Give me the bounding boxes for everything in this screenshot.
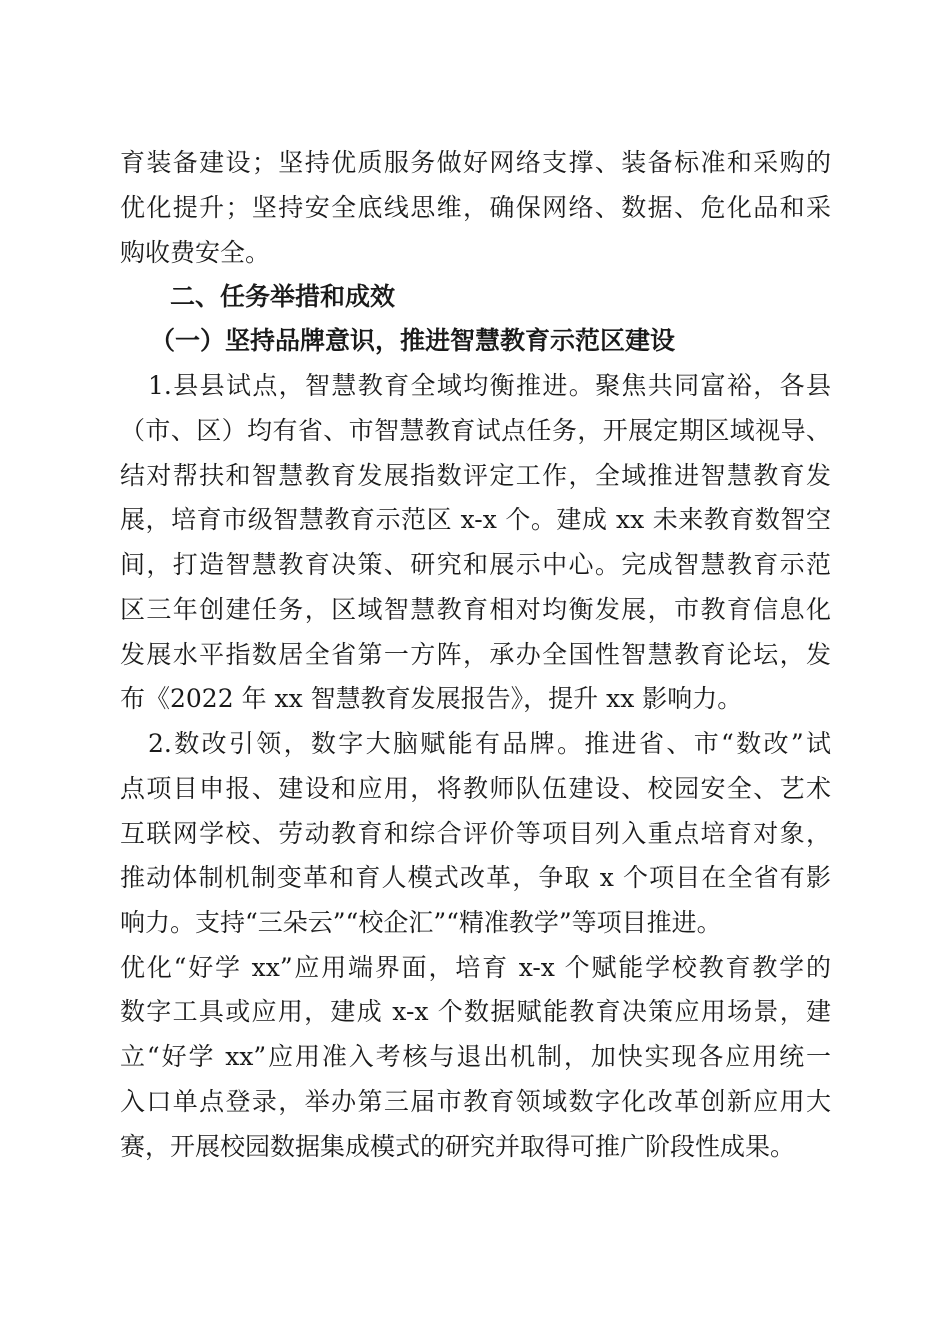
text-line: 数字工具或应用，建成 x-x 个数据赋能教育决策应用场景，建 [120,997,831,1026]
text-line: 育装备建设；坚持优质服务做好网络支撑、装备标准和采购的 [120,148,831,177]
text-line: 购收费安全。 [120,238,271,267]
text-line: 布《2022 年 xx 智慧教育发展报告》，提升 xx 影响力。 [120,684,743,713]
text-line: 1.县县试点，智慧教育全域均衡推进。聚焦共同富裕，各县 [148,371,831,400]
text-line: 点项目申报、建设和应用，将教师队伍建设、校园安全、艺术 [120,774,831,803]
text-line: 赛，开展校园数据集成模式的研究并取得可推广阶段性成果。 [120,1132,796,1161]
text-line: 2.数改引领，数字大脑赋能有品牌。推进省、市“数改”试 [148,729,831,758]
text-line: 立“好学 xx”应用准入考核与退出机制，加快实现各应用统一 [120,1042,831,1071]
section-heading: 二、任务举措和成效 [170,282,396,311]
text-line: （市、区）均有省、市智慧教育试点任务，开展定期区域视导、 [120,416,831,445]
text-line: 展，培育市级智慧教育示范区 x-x 个。建成 xx 未来教育数智空 [120,505,831,534]
text-line: 发展水平指数居全省第一方阵，承办全国性智慧教育论坛，发 [120,640,831,669]
text-line: 响力。支持“三朵云”“校企汇”“精准教学”等项目推进。 [120,908,722,937]
text-line: 入口单点登录，举办第三届市教育领域数字化改革创新应用大 [120,1087,831,1116]
text-line: 优化提升；坚持安全底线思维，确保网络、数据、危化品和采 [120,193,831,222]
text-line: 间，打造智慧教育决策、研究和展示中心。完成智慧教育示范 [120,550,831,579]
text-line: 优化“好学 xx”应用端界面，培育 x-x 个赋能学校教育教学的 [120,953,831,982]
text-line: 推动体制机制变革和育人模式改革，争取 x 个项目在全省有影 [120,863,831,892]
text-line: 结对帮扶和智慧教育发展指数评定工作，全域推进智慧教育发 [120,461,831,490]
text-line: 互联网学校、劳动教育和综合评价等项目列入重点培育对象， [120,819,831,848]
subsection-heading: （一）坚持品牌意识，推进智慧教育示范区建设 [150,326,676,355]
text-line: 区三年创建任务，区域智慧教育相对均衡发展，市教育信息化 [120,595,831,624]
